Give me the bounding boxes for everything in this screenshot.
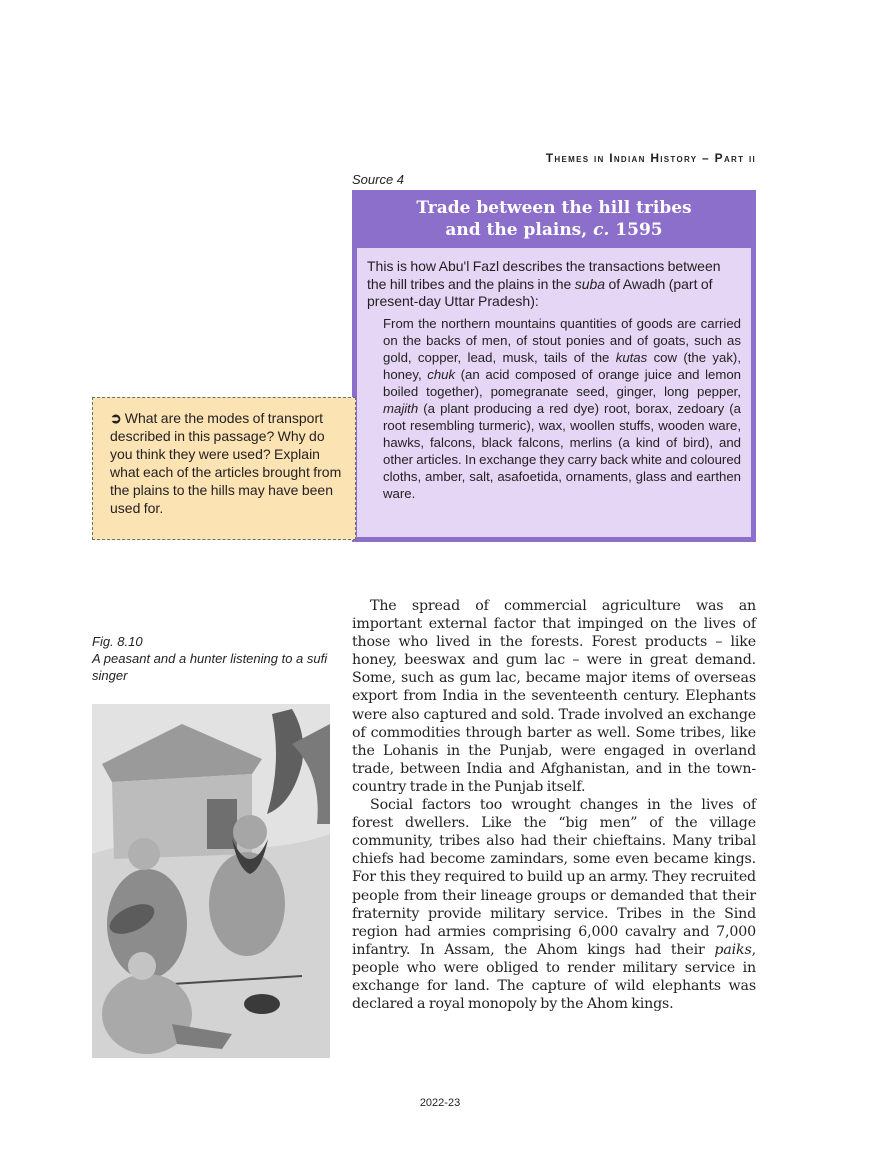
- source-label: Source 4: [352, 172, 405, 187]
- quote-term-majith: majith: [383, 400, 419, 416]
- source-title-line2-post: 1595: [609, 220, 663, 240]
- figure-caption: [92, 633, 332, 684]
- source-intro-text-end: of Awadh (part of present-day Uttar Pradesh):: [367, 275, 713, 309]
- source-title-line1: Trade between the hill tribes: [416, 198, 692, 218]
- body-paragraph-2: [352, 796, 756, 1013]
- source-intro-suba: suba: [574, 275, 606, 292]
- source-title-line2-pre: and the plains,: [445, 220, 594, 240]
- body-term-paiks: paiks: [714, 941, 752, 958]
- figure-illustration: [92, 704, 330, 1058]
- source-box: [352, 190, 756, 542]
- quote-term-kutas: kutas: [615, 349, 648, 365]
- quote-part-3: (an acid composed of orange juice and lemon boiled together), pomegranate seed, ginger, long pepper,: [383, 366, 741, 399]
- quote-part-1: From the northern mountains quantities of goods are carried on the backs of men, of stout ponies and of goats, such as gold, copper, lead, musk, tails of the: [383, 315, 741, 365]
- body-text: [352, 597, 756, 1013]
- quote-term-chuk: chuk: [427, 366, 456, 382]
- quote-part-4: (a plant producing a red dye) root, borax, zedoary (a root resembling turmeric), wax, woollen stuffs, wooden ware, hawks, falcons, black falcons, merlins (a kind of bird), and other articles. In exchange they carry back white and coloured cloths, amber, salt, asafoetida, ornaments, glass and earthen ware.: [383, 400, 741, 501]
- source-title: [352, 190, 756, 246]
- source-intro: [367, 258, 741, 311]
- sketch-illustration: [92, 704, 330, 1058]
- figure-number: Fig. 8.10: [92, 634, 143, 649]
- source-quote: [383, 315, 741, 502]
- figure-caption-text: A peasant and a hunter listening to a sufi singer: [92, 651, 328, 683]
- source-body: [357, 248, 751, 537]
- body-paragraph-1: The spread of commercial agriculture was an important external factor that impinged on the lives of those who lived in the forests. Forest products – like honey, beeswax and gum lac – were in great demand. Some, such as gum lac, became major items of overseas export from India in the seventeenth century. Elephants were also captured and sold. Trade involved an exchange of commodities through barter as well. Some tribes, like the Lohanis in the Punjab, were engaged in overland trade, between India and Afghanistan, and in the town-country trade in the Punjab itself.: [352, 598, 756, 795]
- running-head: Themes in Indian History – Part ii: [545, 151, 756, 165]
- arrow-icon: ➲: [110, 410, 122, 426]
- question-box: [92, 397, 356, 540]
- page-footer-year: 2022-23: [419, 1097, 461, 1109]
- body-paragraph-2-text: Social factors too wrought changes in the lives of forest dwellers. Like the “big men” of the village community, tribes also had their chieftains. Many tribal chiefs had become zamindars, some even became kings. For this they required to build up an army. They recruited people from their lineage groups or demanded that their fraternity provide military service. Tribes in the Sind region had armies comprising 6,000 cavalry and 7,000 infantry. In Assam, the Ahom kings had their: [352, 797, 756, 958]
- question-text: What are the modes of transport described in this passage? Why do you think they were used? Explain what each of the articles brought from the plains to the hills may have been used for.: [110, 410, 342, 516]
- source-intro-text: This is how Abu'l Fazl describes the transactions between the hill tribes and the plains in the: [367, 258, 721, 292]
- source-title-circa: c.: [593, 220, 610, 240]
- quote-part-2: cow (the yak), honey,: [383, 349, 741, 382]
- body-paragraph-2-end: , people who were obliged to render military service in exchange for land. The capture of wild elephants was declared a royal monopoly by the Ahom kings.: [352, 941, 756, 1013]
